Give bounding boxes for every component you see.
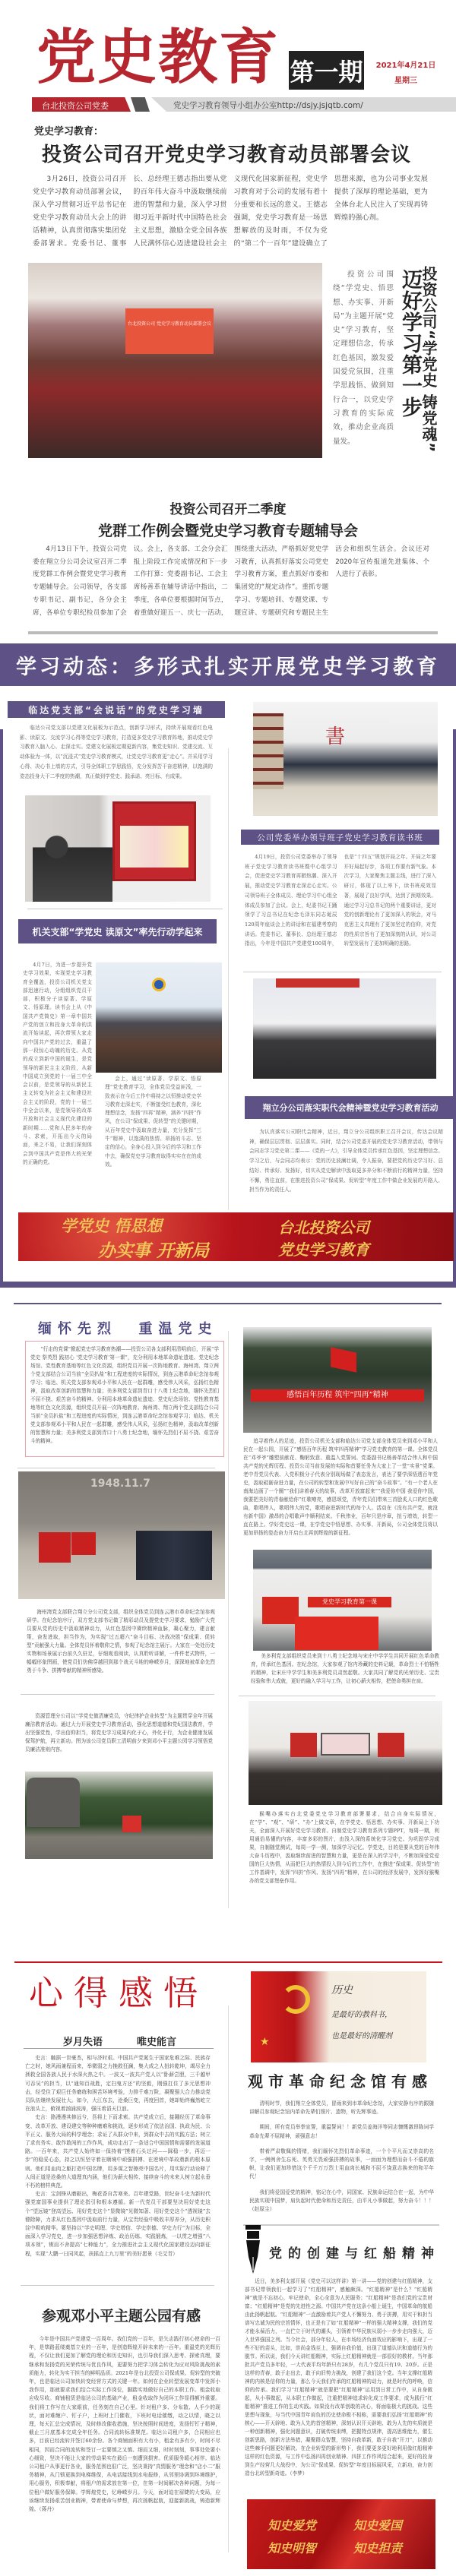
card4-title: 翔立分公司落实职代会精神暨党史学习教育活动 [245, 1096, 456, 1119]
wall-notes [120, 826, 188, 868]
essay2-title: 观市革命纪念馆有感 [248, 2072, 432, 2091]
divider-slant [131, 97, 150, 112]
card1-body: 临达公司党支部以党建文化展板为示范点，创新学习形式，持续开展观看红色电影、读原文、交流学习心得等党史学习教育，打造更多党史学习教育阵地，推动党史学习教育入脑入心、走深走实。党建文化展板定期更新内容，集党史知识、党建交流、互动体验为一体，以“沉浸式”党史学习教育模式，让党史学习教育更“走心”。并采用学习心得、决心书上墙的方式，引导全体职工学思践悟，充分发挥苦干奋进精神，以饱满的姿态投身大干二季度的热潮，真正做到学党史、践承诺、亮目标、有成果。 [20, 725, 213, 779]
article1-side-text: 投资公司围绕“学党史、悟思想、办实事、开新局”为主题开展“党史”学习教育，坚定理想信念，传承红色基因，激发爱国爱党氛围，注重学思践悟、做到知行合一，以党史学习教育的实际成效，推动企业高质量发。 [333, 270, 394, 446]
closing-slogan-1: 知史爱党 [268, 2518, 317, 2533]
reflections-divider [228, 2005, 229, 2552]
essay2-rule [243, 2224, 439, 2226]
company-logo [152, 978, 166, 991]
ppt-study-photo [249, 1701, 442, 1805]
essay1-title-b: 唯史能言 [137, 2037, 177, 2048]
card3-body: 4月19日，投资公司党委举办了领导班子党史学习教育读书班暨中心组学习会，促进党史学习教育再掀热潮、深入开展，推动党史学习教育走深走心走实。公司领导班子全体成员、理论学习中心组全体成员参加了会议。会上，纪委书记王踊领学了习总书记在纪念毛泽东同志诞辰120周年座谈会上的讲话和在福建考察的讲话。党委书记、董事长、总经理王德志指出，今年是中国共产党建党100周年，也是“十四五”规划开局之年。开局之年要开好局起好步，各项工作要有新气象。本次学习，大家聚焦主题主线，进行了深入研讨，体现了以上率下，读书班成效显著，展现了良好学风，达到了预期效果。通过学习习总书记的两个重要讲话，更对党的创新理论有了更加深入的领会，对马克思主义真理有了更加坚定的信仰，对党的性质宗旨有了更加深刻的认识，对公司转型发展有了更加明确的思路。 [245, 854, 436, 947]
museum-text: 海州湾党支部联合翔立分公司党支部，组织全体党员到连云港市革命纪念馆参观研学。在纪念馆序厅，双方党支部书记做了精彩动员及提党史学习要求，勉励广大党员要从党的历史中汲取精神动力，从红色基因中赓续精神血脉，凝心聚力，建言献策，奋发进取，担当作为，为实现“过五超六”奋斗目标、决战决胜“保成果、促转型”贡献强大力量。全体党员怀着敬仰之情，参观了纪念馆主展厅。大家在一处处历史实物和场景展示台前久久驻足，仔细观看阅读，认真聆听讲解，一件件老式物件，一幅幅形象图画，使党员们仿佛穿越回到那个战天斗地的峥嵘岁月，深深地被革命先烈勇于斗争、拼搏奉献的精神所感染。 [27, 1609, 215, 1674]
article2-title-line2: 党群工作例会暨党史学习教育专题辅导会 [97, 523, 358, 539]
essay1-bottom-rule [21, 2285, 214, 2286]
display-board-2 [71, 1532, 96, 1555]
party-members-row [136, 1531, 212, 1580]
article2-rule [28, 631, 438, 634]
masthead-title: 党史教育 [36, 24, 280, 92]
essay4-title: 参观邓小平主题公园有感 [42, 2308, 201, 2325]
reflections-rule [14, 1961, 442, 1963]
slogan-line2: 办实事 开新局 [98, 1241, 210, 1261]
quote-line2: 是最好的教科书， [331, 2011, 392, 2019]
national-flag [262, 1597, 299, 1624]
essay2-paragraph: 清明时节，我们翔立全体党员，冒雨来到市革命纪念馆，大家安静有序的跟随讲解员参观纪念馆内革命先辈们照片、遗物，听先辉事迹。 [249, 2100, 434, 2116]
article1-kicker: 党史学习教育： [34, 126, 104, 137]
reading-class-photo [253, 702, 438, 816]
bookshelf [253, 713, 283, 789]
essay1-title-a: 岁月失语 [63, 2037, 103, 2048]
article1-body: 3月26日，投资公司召开党史学习教育动员部署会议，深入学习贯彻习近平总书记在党史学习教育动员大会上的讲话精神，认真贯彻落实集团党委部署求。党委书记、董事长、总经理王德志指出要从党的百年伟大奋斗中汲取继续前进的智慧和力量，深入学习贯彻习近平新时代中国特色社会主义思想，激励全党全国各族人民满怀信心迈进建设社会主义现代化国家新征程，党史学习教育对于公司的发展有着十分重要和长远的意义。王德志强调，党史学习教育是一场思想解放的及时雨，不仅为党的“第二个一百年”建设确立了思想来源，也为公司事业发展提供了深厚的理论基础，更为全体台北人民注入了实现再铸辉煌的强心剂。 [33, 175, 428, 248]
book-character: 書 [325, 725, 346, 748]
deng-park-photo [25, 1772, 213, 1859]
memorial-intro: “行走的党课”掀起党史学习教育热潮——投资公司各支部利用清明前后，开展“学党史 祭英烈 践初心 ‘党史学习教育’第一课”，充分利用本地革命遗址遗迹、党史纪念场馆、党性教育基地等红色文化资源，组织党员开展一次阵地教育。海州湾、翔立两个党支部结合公司当前“全员扒盐”和工程进度的实际情况，到连云港革命纪念馆参观学习；临达、机关党支部参观邓小平和人民在一起群雕，感受伟人风采，弘扬红色精神，汲取改革创新的智慧和力量；美多利党支部到青口十八勇士纪念地，缅怀先烈们不屈不挠、艰苦奋斗的精神。分利用本地革命遗址遗迹、党史纪念场馆、党性教育基地等红色文化资源，组织党员开展一次阵地教育。海州湾、翔立两个党支部结合公司当前“全员扒盐”和工程进度的实际情况，到连云港革命纪念馆参观学习；临达、机关党支部参观邓小平和人民在一起群雕，感受伟人风采，弘扬红色精神，汲取改革创新的智慧和力量；美多利党支部到青口十八勇士纪念地，缅怀先烈们不屈不挠、艰苦奋斗的精神。 [25, 1341, 224, 1457]
issue-badge: 第一期 [289, 51, 364, 90]
slogan-line4: 党史学习教育 [278, 1241, 369, 1259]
article1-side-title-1: 迈好学习第一步 [398, 269, 422, 418]
essay1-paragraph: 史言：路漫漫其修远兮，吾将上下而求索。共产党成立后，接踵经历了革命事变、改革开放、建设建交等种种磨难和挑战，逐步形成了依法治国、执政为民、公平正义、服务大局的科学理念；求证了从群众中来，到群众中去的实践方法；树立了求真务实、敢作敢闯的工作作风，成功走出了一条适合中国国情和需要的发展道路。一百年来，共产党人始终如一保持着“摸着石头过河——踩稳一步，再迈一步”的稳妥心态，持之以恒坚守着在顺境中顽强拼搏、在逆境中革故鼎新的根本原则。他们用血肉之躯打造中国名牌，用多谋之智擦亮中国名片，用实际行动诠释了人间正道是沧桑的大道理真内涵，他们为薪火相传、接续奋斗的未来人树立起永垂不朽的榜样典范。 [25, 2114, 211, 2189]
statue-group [27, 1778, 80, 1827]
wall-year: 1948.11.7 [90, 1478, 150, 1490]
reading-meeting-photo [96, 962, 222, 1073]
section-banner: 学习动态：多形式扎实开展党史学习教育 [0, 643, 456, 686]
closing-slogan-2: 知史爱国 [353, 2518, 403, 2533]
column-divider [228, 748, 229, 1210]
red-curtain [290, 1733, 404, 1757]
staff-meeting-photo [253, 978, 436, 1079]
card4-body: 为认真落实公司职代会精神，近日，翔立分公司组织职工召开会议，传达会议精神，确保层层贯彻、层层落实。同时，结合公司党委开展的党史学习教育活动，带领与会同志学习党史第二课——《党的一大》，引导全体党员传承红色基因，坚定理想信念。学习之后，与会同志均表示：党的历史波澜壮阔，令人振奋，要把党的历史学习好、总结好、传承好、发扬好，切实从党史解读中汲取更多养分和不断前行的精神力量，坚持不懈，勇往直前，在推进投资公司“保成果、促转型”年度工作中做企业发展的开路人、担当作为的责任人。 [249, 1129, 443, 1193]
publisher-label: 台北投资公司党委 [42, 101, 109, 111]
essay3-body: 近日，美多利支部开展《党史可以这样讲》第一讲——党的创建与红船精神，支部书记带领我们一起学习了“红船精神”，感触颇深。“红船精神”是什么？“红船精神”就是不忘初心，牢记使命，全心全意为人民服务；“红船精神”是我们党的宝贵财富；“红船精神”是党的先进性之源。中国共产党在这条小船上诞生，中国革命的航船由此扬帆起航。“红船精神”一直激励着共产党人不懈努力、勇于拼搏，用实干和担当谱写忠诚为民的宗旨情怀，也正是有了如“红船精神”一样的强大精神支撑，我们的党才能永葆活力，一直伫立于时代的潮头，引领着中华民族从弱小一步步走向强大，迈入世界强国之列。当今社会，部分年轻人，在市场经济负面效应的影响下，出现了一些不好的苗头，比如，崇尚金钱至上，强调自我价值，出现了道德认识和道德行为的脱节。所以说，我们今天讲红船精神，实际上红船精神就是一部很好的教材。当年那批共产党员多年轻，一大代表平均年龄只有28岁，有几个党员只有19、20岁。正是这样的青春，敢于走出去，敢于向旧势力挑战，创建了我们这个党。当年支撑红船精神的内核是信仰的力量，那么今天我们传承的红船精神的动力，就是时代的呼唤，信仰的传承。我们学习“红船精神”就是要把“红船精神”运用到日常工作中，从自身做起，从小事做起，从本职工作做起，注重把精神追求转化成工作要求，成为践行“红船精神”推进工作的生动实践。如果没有改革创敢的决心，将面临极大的挑战。这些思想与现象，与当代中国青年肩负的历史使命极不相称，需要我们弘扬“红船精神”的核心——开天辟地、敢为人先的首创精神，深刻认识开天辟地、敢为人先的实质就是一种创新精神，强化问题意识，打破传统束缚，把握特点规律，提高思维能力，催生创新思路，创新方法举措，凝聚群众智慧，坚持自我革新，敢于自我“开刀”，以推动这些棘手问题更好解决。在企业转型的新形势下，我们要更多更好地利用像红船精神这样的红色资源，与工作中弘扬四再创业精神、四拼工作作风结合起来，更好的投身到生产经营几大战役中，为公司“保成果、促转型”年度目标展风采，立新功，奋力创造台北转型新奇迹。（李梦） [245, 2278, 432, 2476]
issue-date: 2021年4月21日 [375, 62, 436, 70]
essay4-body: 今年是中国共产党建党一百周年。我们党的一百年，是矢志践行初心使命的一百年，是筚路蓝缕奠基立业的一百年，是创造辉煌开辟未来的一百年。重温党的光辉历程，不仅让我们更加了解党的理论和历史知识，也引导我们深入思考、探索真理，要继承和发扬党的光荣传统与优良作风，更要努力把学习体会转化为应对风险挑战的素质能力，转化为实干担当的鲜明品质。2021年是台北投资公司保成果、促转型的突破年，也是临达公司加快转变经营方式的关键一年。如何在企业转型发展变革中发挥小我作用，那就要求我们结合实际工作岗位，脚踏实地做好自己的本职工作。租金收取应收尽收。商铺租赁是临达公司的基础产业，租金收取作为闭环工作显得额外重要。我们将工作写在大家眼前，任务刻在自己心里。针对租户多、分布散、人手少的现状，面对难缠户、钉子户，上班时上门催收，下班时电话催缴，动之以情，晓之以理，每天汇总完成情况，及时修改催收措施，坚决按照时间进度，发扬钉钉子精神，截止三月底基本完成全年任务。合同流转标准规范。临达公司租户多，合同相应也多，目前已经流转并签订60余份。各个商铺面积有大有小，租金有多有少，时间不尽相同，因而合同的流转和签订一定要慎之又慎、细而又细，时时刻刻，事事处处要小心细致，坚决不能让大家的劳动果实在最后一刻遭到损害。优质服务暖心相伴。临达公司租户从事更行各业，服务范围也很广泛，坚决秉持“真情服务”理念和“店小二”服务精神，从门锁更换到电梯维保，从电话接线到水电报修，从邻里协调到环境维护，用心服务，积极奉献，将租户的需求放在第一位，在第一时间解决各种问题，为每一位租户做好服务保障。学辉煌党史，忆峥嵘岁月。今天，面对迫在眉睫的大变局，应该继续发扬艰苦创业精神，带着使命与梦想，再次扬帆起航，迎接新挑战，铸造新辉煌。（蒋丹） [29, 2336, 220, 2513]
article2-body: 4月13日下午，投资公司党委在翔立分公司会议室召开二季度党群工作例会暨党史学习教育专题辅导会。公司领导，各支部专职书记、副书记，各分会主席，各单位专职纪检员参加了会议。会上，各支部、工会分会汇报上阶段工作完成情况和下一步工作打算：党委副书记、工会主席杨善革在辅导讲话中指出，二季度，各单位要根据时间节点，着重做好迎五一、庆七一活动，围绕重大活动，严格抓好党史学习教育，认真抓好落实公司党史学习教育方案，重点抓好市委和集团党的“规定动作”。重抓专题学习、专题培训、专题党课、专题宣讲、专题研究和专题民主生活会和组织生活会。会议还对2020年宣传报道先进集体、个人进行了表彰。 [33, 545, 429, 617]
frame-bottom [0, 1282, 456, 1288]
quote-line1: 历史 [331, 1984, 353, 1996]
memorial-wall-photo [18, 1471, 225, 1599]
essay1-paragraph: 史言：触据一世豪杰，相与济时艰。中国共产党诞生于国家危难之际、民族存亡之时，她风雨兼程而来，举微弱之力挽救狂澜，集大成之人扭转乾坤，竭尽全力拯救全国各族人民于水深火热之中。一波又一波共产党人以“卧薪尝胆，三千越甲可吞吴”的担当，以“通知百战胜，定扫鬼方还”的坚毅，刚强扛住了多元思想冲击，经受住了艰巨任务磨练和困苦环境考验，力排千难万险，凝聚强大合力推动党员队伍继续发展壮大。如今，大江东去，沧桑巨变，再度回首，她却始终巍然屹立在浪头上，俯视着汹涌波涛，强压着滔天巨浪。 [25, 2055, 211, 2113]
memorial-rule-left-2 [21, 1694, 214, 1695]
card2-body-2: 会上，通过“读原著、学原文、悟原理”党史教育学习，全体党员受益匪浅，一致表示在今后工作中将持之以恒推动党史学习教育走深走实，不断接受红色教育，深化理想信念，发扬“四再”精神，涵养“四拼”作风，在公司“保成果、促转型”的关键时期，从百年党史中汲取奋进力量，充分发挥“三牛”精神，以饱满的热情、昂扬的斗志、坚定的信心，全身心投入到今后的学习和工作中去，确保党史学习教育取得实实在在的成效。 [105, 1076, 201, 1168]
reflections-heading: 心得感悟 [29, 1973, 209, 2013]
issue-weekday: 星期三 [394, 77, 417, 85]
star-icon: ★ [260, 2036, 270, 2048]
essay1-body [25, 2054, 211, 2280]
school-text: 美多利党支部组织党员来到十八勇士纪念地与宋庄中学学生共同开展红色革命教育，传承红色基因。在纪念馆，大家参观了馆内珍藏的史料记载，革命烈士不怕牺牲的精神，让宋庄中学学生和美多利党员肃然起敬。大家共同了解党的光荣历史、宝贵经验和伟大成就，更好的融入学习与工作，让初心薪火相传，把使命勇担在肩。 [251, 1653, 439, 1684]
essay1-rule [24, 2048, 214, 2049]
slogan-line3: 台北投资公司 [278, 1218, 369, 1237]
photo-banner: 感悟百年历程 筑牢“四再”精神 [251, 1389, 424, 1402]
closing-slogan-4: 知史担责 [353, 2541, 403, 2555]
meeting-screen: 台北投资公司 党史学习教育动员部署会议 [125, 308, 214, 354]
houzui-text: 猴嘴办落实台北党委党史学习教育部署要求，结合自身实际情况，在“学”、“观”、“研”、“办”上做文章，在学党史、悟思想、办实事、开新局上下功夫，全面深入开展好党史学习教育。自制党史学习教育系列专题PPT，每周一期，利用通俗易懂的内容，丰富多彩的图片，由浅入深的系统化学习党史。为巩固学习成果，自制随堂测试，每周一学一测，加深学习记忆。学党史，目的是要从党的百年伟大奋斗历程中，汲取继续前进的智慧和力量，更是在深入的学习中，不断加深爱党爱国的巨大热情，从而把巨大的热情投入到今后的工作中，在推进“保成果、促转型”的工作基调中，发挥“四拼”作风、发扬“四再”精神，在公司的经济发展中，发挥好猴嘴办的党支部堡垒作用。 [249, 1811, 439, 1884]
school-banner: 党史学习教育第一课 [308, 1597, 391, 1607]
school-photo [253, 1550, 432, 1651]
meeting-banner [276, 978, 359, 988]
hammer-sickle-icon [281, 1985, 310, 2014]
frame-left [0, 729, 3, 1288]
card1-title: 临达党支部“会说话”的党史学习墙 [8, 701, 225, 718]
frame-right [453, 729, 456, 1288]
slogan-banner [18, 1212, 454, 1261]
display-board [39, 1532, 71, 1563]
history-quote-image [251, 1971, 426, 2062]
slogan-line1: 学党史 悟思想 [61, 1216, 163, 1235]
park-text: 追寻着伟人的足迹，投资公司机关支部和临达公司党支部全体党员来到邓小平和人民在一起公园，开展了“感悟百年历程 筑牢四再精神”学习党史教育的第一课。全体党员在“邓爷爷”雕塑前献花、鞠躬致意、重温入党誓词。党委副书记杨善革结合伟人和中国共产党的光辉历程、投资公司当前发展的实际和首要任务为大家上了一堂“实景”党课。老中青党员代表、入党积极分子代表分别现场做了表态发言，表达了要学深悟透百年党史，汲取砥砺奋进力量，在公司的转型和发展中写好自己的“奋斗故事”。“有一个老人在南海边画了一个圈”“我们讲着春天的故事，改革开放富起来”“我爱你中国 我爱你中国，我要把美好的青春献给你”红歌嘹亮，感恩颂党，青年党员们带来三首脍炙人口的红色歌曲，歌唱伟人，歌唱伟大的党，歌唱奋进新时代的每个人。活动在《没有共产党，就没有新中国》激昂的合唱歌声中顺利结束。千秋伟业，百年只是序章，扭亏增效，转型一直在路上。学好党史这一课，在学党史中悟思想、办实事、开新局，公司全体党员将以更加昂扬的姿态奋力开启台北再创辉煌的新征程。 [243, 1438, 438, 1536]
essay2-paragraph: 带着严肃敬佩的情绪，我们缅怀先烈们革命事迹，一个个平凡而又崇高的名字，一例例舍生忘死、英勇无畏顽强拼搏的故事，一面面为理想而奋斗不倦的旗帜，让我们更加珍惜这个千千万万烈士用血肉长城和不屈不饶意志换来的和平年代！ [249, 2148, 434, 2180]
visitors [33, 833, 112, 902]
study-wall-photo [25, 795, 211, 902]
meeting-hall-photo [28, 263, 322, 458]
essay2-paragraph: 期间，所有党员举拳宣誓，重温誓词！！新党员姜海洋等同志慷慨激昂陈词学革命先辈不屈精神，顽强意志！ [249, 2124, 434, 2139]
closing-slogan-banner [247, 2499, 435, 2569]
essay2-paragraph: 我们将爱国爱党的精神，铭记在心中，同国家、民族命运结合在一起，为中华民族实现中国梦，肩负起时代使命和历史责任，由平凡小事做起，努力奋斗！！！（赵原尘） [249, 2189, 434, 2213]
card2-title: 机关支部“学党史 读原文”率先行动学起来 [18, 919, 217, 943]
resource-text: 资源管理分公司以“学党史做清廉党员，守纪律护企业转型”为主题贯穿全年开展廉洁教育活动。通过大力开展党史学习教育活动，强化思想道德和党纪国法教育，学出坚强党性，学出信仰担当，将党史学习成果内化于心，外化于行，为企业健康发展保驾护航，再立新功。图为该公司党员职工清明前夕来到邓小平主题公园学习领悟党员廉洁准则内容。 [25, 1713, 213, 1753]
article1-side-title-2: 投资公司“学党史 铸党魂” [420, 266, 438, 454]
essay1-paragraph: 史言：宝剑锋从磨砺出，梅花香自苦寒来。百年建党路，世纪奋斗史为新时代强党富国事业提供了理论指引和根本遵循。新一代党员干部要坚决用好党史这个“望远镜”登高望远、用好党史这个“显微镜”见微知著、用好党史这个“透视镜”去瞽除障，力求从红色基因中汲取前行力量，从宝贵经验中吸收丰厚养分，从历史积淀中吸吮精华。要坚持以“学史明理、学史增信、学史崇德、学史力行”为目标，全面深入学习党史，进一步加强思想淬炼、政治历练、实践锻炼，一以贯之增强“八项本领”，锲而不舍提高“七种能力”，全力推进社会主义现代化国家建设迈向新征程，实现“大鹏一日同风起，扶摇直上九万里”的美好愿景（毛艾青） [25, 2191, 211, 2257]
office-link[interactable]: 党史学习教育领导小组办公室http://dsjy.jsjqtb.com/ [173, 101, 363, 110]
article2-title-line1: 投资公司召开二季度 [169, 502, 287, 517]
memorial-divider [228, 1331, 229, 1908]
fountain-pen-icon [243, 2225, 263, 2275]
youth-league-flag [295, 1617, 378, 1650]
card3-title: 公司党委举办领导班子党史学习教育读书班 [241, 830, 439, 845]
closing-slogan-3: 知史明智 [268, 2541, 317, 2555]
quote-line3: 也是最好的清醒剂 [331, 2032, 392, 2040]
red-flag [331, 1347, 356, 1372]
article1-headline: 投资公司召开党史学习教育动员部署会议 [42, 144, 412, 166]
group-photo-park [243, 1327, 432, 1433]
memorial-rule [14, 1303, 442, 1304]
park-sign [122, 1816, 141, 1832]
essay3-title: 党的创建与红船精神 [269, 2246, 440, 2262]
card2-body: 4月7日，为进一步提升党史学习效果，实现党史学习教育全覆盖，投资公司机关党支部迅速行动，分组组织党员干部，积极分子读原著、学原文、悟原理。读书会上从《中国共产党简史》第一章中国共产党的创立和投身大革命的洪流开始读起，再次带领大家走向中国共产党的过去，重温了那一段惊心动魄的历史。从党的成立到新中国的诞生，是党领导的新民主主义阶段，从新中国成立到党的十一届三中全会以前，是党领导的从新民主主义转变为社会主义和建设社会主义的阶段，党的十一届三中全会以来，是党领导的改革开放和社会主义现代化建设的新时期……党和人民多年的奋斗、求索，开拓出今天的局面，来之不易，让我们深刻体会到中国共产党是伟大的光荣的正确的党。 [23, 962, 92, 1165]
essay2-body [249, 2100, 434, 2217]
memorial-heading: 缅怀先烈 重温党史 [38, 1321, 218, 1337]
